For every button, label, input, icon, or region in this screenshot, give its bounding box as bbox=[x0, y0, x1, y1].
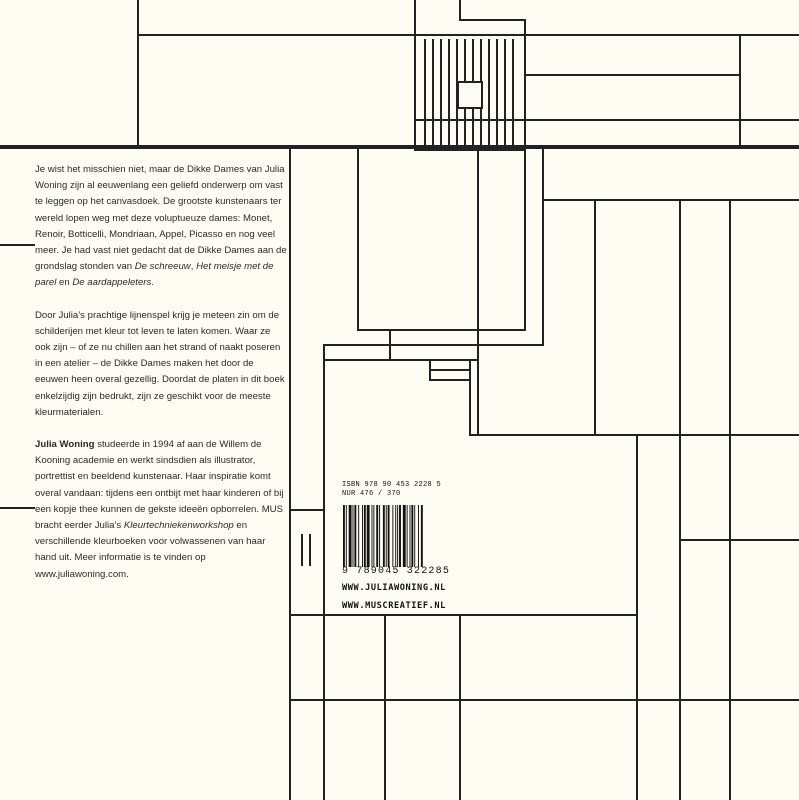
line-art-stroke bbox=[460, 0, 525, 148]
title-kleurtechniekenworkshop: Kleurtechniekenworkshop bbox=[123, 520, 234, 532]
barcode-bar bbox=[386, 505, 387, 567]
barcode-icon bbox=[342, 505, 452, 567]
barcode-number: 9 789045 322285 bbox=[342, 566, 451, 577]
barcode-bar bbox=[403, 505, 406, 567]
title-de-schreeuw: De schreeuw bbox=[134, 261, 191, 273]
author-name: Julia Woning bbox=[35, 439, 95, 451]
paragraph-author bbox=[35, 437, 287, 583]
barcode-bar bbox=[362, 505, 363, 567]
author-bio-text: studeerde in 1994 af aan de Willem de Kooning academie en werkt sindsdien als illustrator, portrettist en beeldend kunstenaar. Haar inspiratie komt overal vandaan: tijdens een ontbijt met haar kinderen of bij een kopje thee kunnen de gekste ideeën opborrelen. MUS bracht eerder Julia’s bbox=[35, 439, 284, 532]
paragraph-description: Door Julia’s prachtige lijnenspel krijg je meteen zin om de schilderijen met kleur tot leven te laten komen. Waar ze ook zijn – of ze nu chillen aan het strand of naakt poseren in een atelier – de Dikke Dames maken het door de eeuwen heen overal gezellig. Doordat de platen in dit boek enkelzijdig zijn bedrukt, zijn ze geschikt voor de meeste kleurmaterialen. bbox=[35, 309, 285, 418]
barcode-bar bbox=[421, 505, 423, 567]
nur-code: NUR 476 / 370 bbox=[342, 490, 401, 498]
barcode-bar bbox=[414, 505, 415, 567]
barcode-bar bbox=[411, 505, 413, 567]
barcode-bar bbox=[353, 505, 354, 567]
title-aardappeleters: De aardappeleters bbox=[72, 277, 152, 289]
barcode-bar bbox=[354, 505, 356, 567]
line-art-stroke bbox=[324, 150, 543, 345]
barcode-bar bbox=[376, 505, 378, 567]
barcode-bar bbox=[379, 505, 380, 567]
barcode-bar bbox=[388, 505, 390, 567]
barcode-bar bbox=[418, 505, 419, 567]
website-juliawoning: WWW.JULIAWONING.NL bbox=[342, 583, 446, 593]
isbn-block bbox=[342, 481, 462, 613]
barcode-bar bbox=[372, 505, 373, 567]
barcode-bar bbox=[358, 505, 359, 567]
separator: en bbox=[56, 277, 73, 289]
line-art-stroke bbox=[358, 150, 525, 330]
barcode-bar bbox=[346, 505, 347, 567]
author-bio-end: en verschillende kleurboeken voor volwassenen van haar hand uit. Meer informatie is te vinden op www.juliawoning.com. bbox=[35, 520, 266, 580]
separator: , bbox=[190, 261, 197, 273]
barcode-bar bbox=[397, 505, 398, 567]
barcode-bar bbox=[367, 505, 370, 567]
line-art-stroke bbox=[415, 150, 525, 330]
barcode-bar bbox=[373, 505, 374, 567]
barcode-bar bbox=[399, 505, 401, 567]
stair-box bbox=[458, 82, 482, 108]
period: . bbox=[151, 277, 154, 289]
barcode-bar bbox=[407, 505, 408, 567]
back-cover-text bbox=[35, 162, 287, 599]
barcode-bar bbox=[349, 505, 352, 567]
barcode-bar bbox=[383, 505, 385, 567]
barcode-bar bbox=[395, 505, 396, 567]
website-muscreatief: WWW.MUSCREATIEF.NL bbox=[342, 601, 446, 611]
line-art-stroke bbox=[302, 535, 310, 565]
barcode-bar bbox=[392, 505, 393, 567]
isbn-number: ISBN 978 90 453 2228 5 bbox=[342, 481, 442, 489]
line-art-stroke bbox=[324, 345, 478, 360]
title-meisje-met-de-parel: Het meisje met de parel bbox=[35, 261, 274, 289]
barcode-bar bbox=[364, 505, 366, 567]
paragraph-intro bbox=[35, 162, 287, 292]
barcode-bar bbox=[343, 505, 345, 567]
paragraph-intro-text: Je wist het misschien niet, maar de Dikke Dames van Julia Woning zijn al eeuwenlang een geliefd onderwerp om vast te leggen op het canvasdoek. De grootste kunstenaars ter wereld lopen weg met deze voluptueuze dames: Monet, Renoir, Botticelli, Mondriaan, Appel, Picasso en nog veel meer. Je had vast niet gedacht dat de Dikke Dames aan de grondslag stonden van bbox=[35, 164, 287, 273]
barcode-bar bbox=[410, 505, 411, 567]
